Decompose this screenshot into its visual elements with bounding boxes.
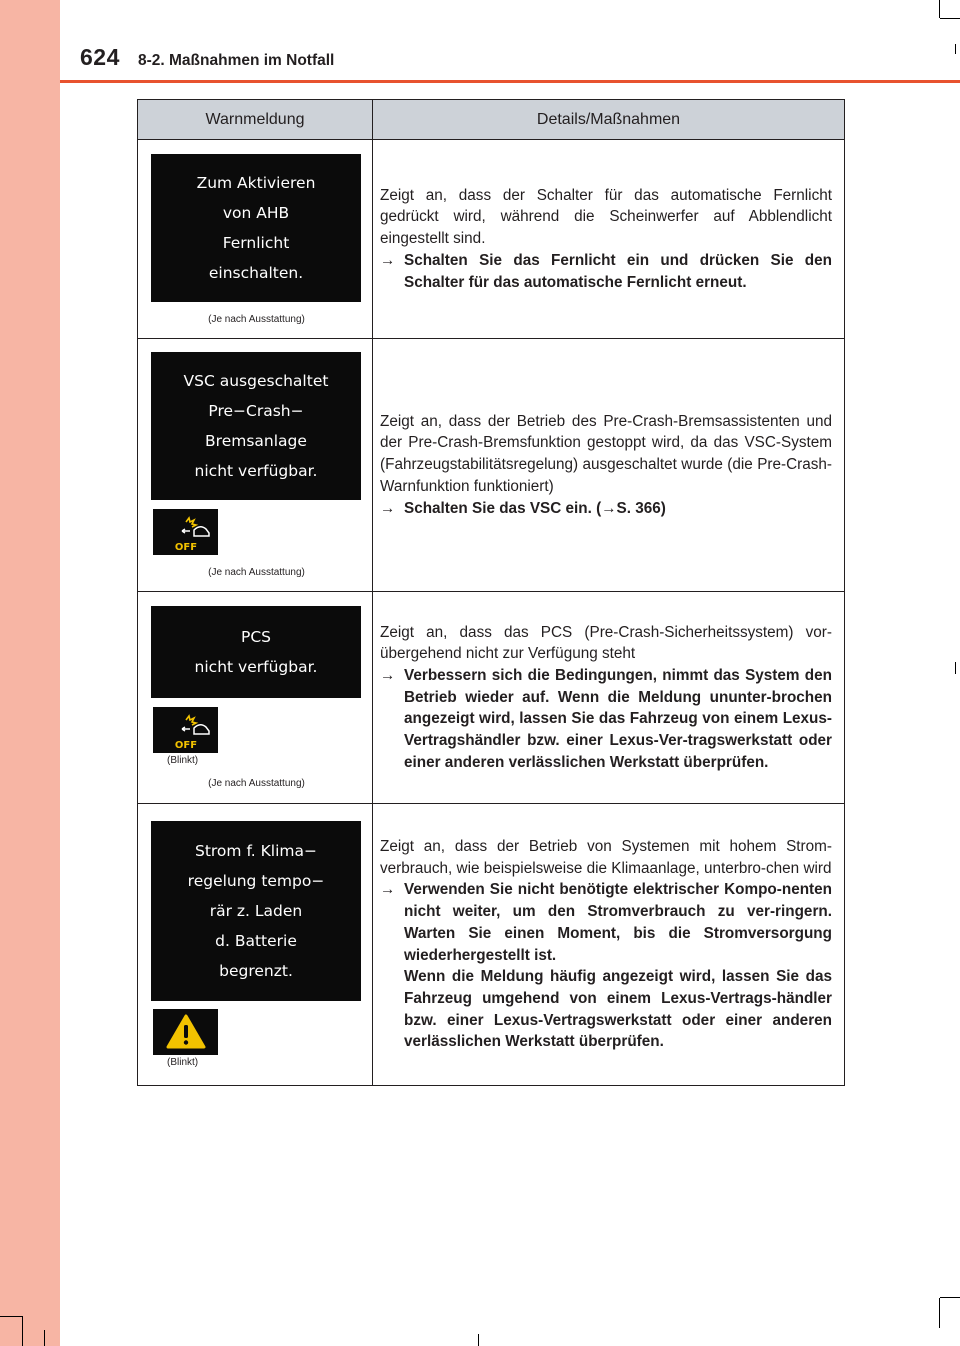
display-line: von AHB	[222, 203, 290, 222]
page-number: 624	[80, 44, 120, 70]
display-line: d. Batterie	[215, 932, 297, 950]
display-line: Pre−Crash−	[208, 402, 304, 420]
icon-label: OFF	[174, 740, 197, 751]
description-text: Zeigt an, dass der Schalter für das automatische Fernlicht gedrückt wird, während die Scheinwerfer auf Abblendlicht eingestellt sind.	[380, 186, 832, 248]
action-text: Schalten Sie das VSC ein. (→S. 366)	[404, 499, 666, 517]
table-header-row	[138, 100, 845, 140]
arrow-icon: →	[380, 666, 396, 684]
column-header-warning: Warnmeldung	[138, 100, 373, 140]
details-cell	[373, 339, 845, 592]
display-line: Bremsanlage	[205, 432, 307, 450]
display-line: VSC ausgeschaltet	[183, 372, 329, 390]
crop-mark	[955, 662, 956, 674]
indicator-box	[153, 707, 218, 753]
blink-note: (Blinkt)	[167, 755, 199, 766]
display-line: einschalten.	[208, 263, 304, 282]
action-item	[380, 498, 832, 520]
blink-note: (Blinkt)	[167, 1057, 199, 1068]
table-row	[138, 140, 845, 339]
display-message	[151, 821, 361, 1001]
column-header-details: Details/Maßnahmen	[373, 100, 845, 140]
details-cell	[373, 140, 845, 339]
side-band	[0, 0, 60, 1346]
indicator-box	[153, 509, 218, 555]
equipment-note: (Je nach Ausstattung)	[208, 567, 305, 578]
crop-mark	[22, 1316, 23, 1346]
description-text: Zeigt an, dass der Betrieb des Pre-Crash-Bremsassistenten und der Pre-Crash-Bremsfunktion gestoppt wird, da das VSC-System (Fahrzeugstabilitätsregelung) ausgeschaltet wurde (die Pre-Crash-Warnfunktion funktioniert)	[380, 412, 832, 495]
display-message	[151, 352, 361, 500]
crop-mark	[955, 44, 956, 54]
header-rule	[60, 80, 960, 83]
details-cell	[373, 804, 845, 1086]
crop-mark	[0, 1316, 22, 1317]
action-item	[380, 879, 832, 1053]
display-line: rär z. Laden	[209, 902, 303, 920]
display-message	[151, 606, 361, 698]
display-line: begrenzt.	[219, 962, 293, 980]
table-row	[138, 339, 845, 592]
indicator-box	[153, 1009, 218, 1055]
action-item	[380, 250, 832, 293]
action-text	[404, 879, 832, 1053]
display-line: regelung tempo−	[187, 872, 325, 890]
crop-mark	[939, 1298, 940, 1328]
warning-cell	[138, 592, 373, 804]
equipment-note: (Je nach Ausstattung)	[208, 778, 305, 789]
display-line: Fernlicht	[222, 233, 290, 252]
table-row	[138, 592, 845, 804]
warning-cell	[138, 339, 373, 592]
crop-mark	[478, 1334, 479, 1346]
warning-cell	[138, 804, 373, 1086]
display-line: nicht verfügbar.	[194, 462, 318, 480]
action-text: Schalten Sie das Fernlicht ein und drücken Sie den Schalter für das automatische Fernlicht erneut.	[404, 251, 832, 291]
crop-mark	[940, 1297, 960, 1298]
action-text-line: Verwenden Sie nicht benötigte elektrischer Kompo-nenten nicht weiter, um den Stromverbrauch zu ver-ringern. Warten Sie einen Moment, bis die Stromversorgung wiederhergestellt ist.	[404, 881, 832, 964]
arrow-icon: →	[380, 251, 396, 269]
action-text: Verbessern sich die Bedingungen, nimmt das System den Betrieb wieder auf. Wenn die Meldung ununter-brochen angezeigt wird, lassen Sie das Fahrzeug von einem Lexus-Vertragshändler bzw. einer Lexus-Ver-tragswerkstatt oder einer anderen verlässlichen Werkstatt überprüfen.	[404, 666, 832, 771]
display-line: nicht verfügbar.	[194, 658, 318, 676]
display-message	[151, 154, 361, 302]
action-item	[380, 665, 832, 774]
warning-triangle-icon	[164, 1012, 208, 1052]
description-text: Zeigt an, dass der Betrieb von Systemen mit hohem Strom-verbrauch, wie beispielsweise die Klimaanlage, unterbro-chen wird	[380, 837, 832, 877]
action-text-line: Wenn die Meldung häufig angezeigt wird, lassen Sie das Fahrzeug umgehend von einem Lexus-Vertrags-händler bzw. einer Lexus-Vertragswerkstatt oder einer anderen verlässlichen Werkstatt überprüfen.	[404, 968, 832, 1051]
details-cell	[373, 592, 845, 804]
warning-cell	[138, 140, 373, 339]
display-line: Strom f. Klima−	[194, 842, 317, 860]
equipment-note: (Je nach Ausstattung)	[208, 313, 305, 325]
description-text: Zeigt an, dass das PCS (Pre-Crash-Sicherheitssystem) vor-übergehend nicht zur Verfügung steht	[380, 623, 832, 663]
arrow-icon: →	[380, 499, 396, 517]
crop-mark	[940, 18, 960, 19]
arrow-icon: →	[380, 881, 396, 899]
icon-label: OFF	[174, 542, 197, 553]
crop-mark	[44, 1330, 45, 1346]
pcs-off-icon	[156, 708, 216, 752]
display-line: Zum Aktivieren	[196, 173, 316, 192]
warning-table	[137, 99, 845, 1086]
table-row	[138, 804, 845, 1086]
section-title: 8-2. Maßnahmen im Notfall	[138, 52, 335, 69]
display-line: PCS	[240, 628, 271, 646]
crop-mark	[939, 0, 940, 18]
pcs-off-icon	[156, 510, 216, 554]
